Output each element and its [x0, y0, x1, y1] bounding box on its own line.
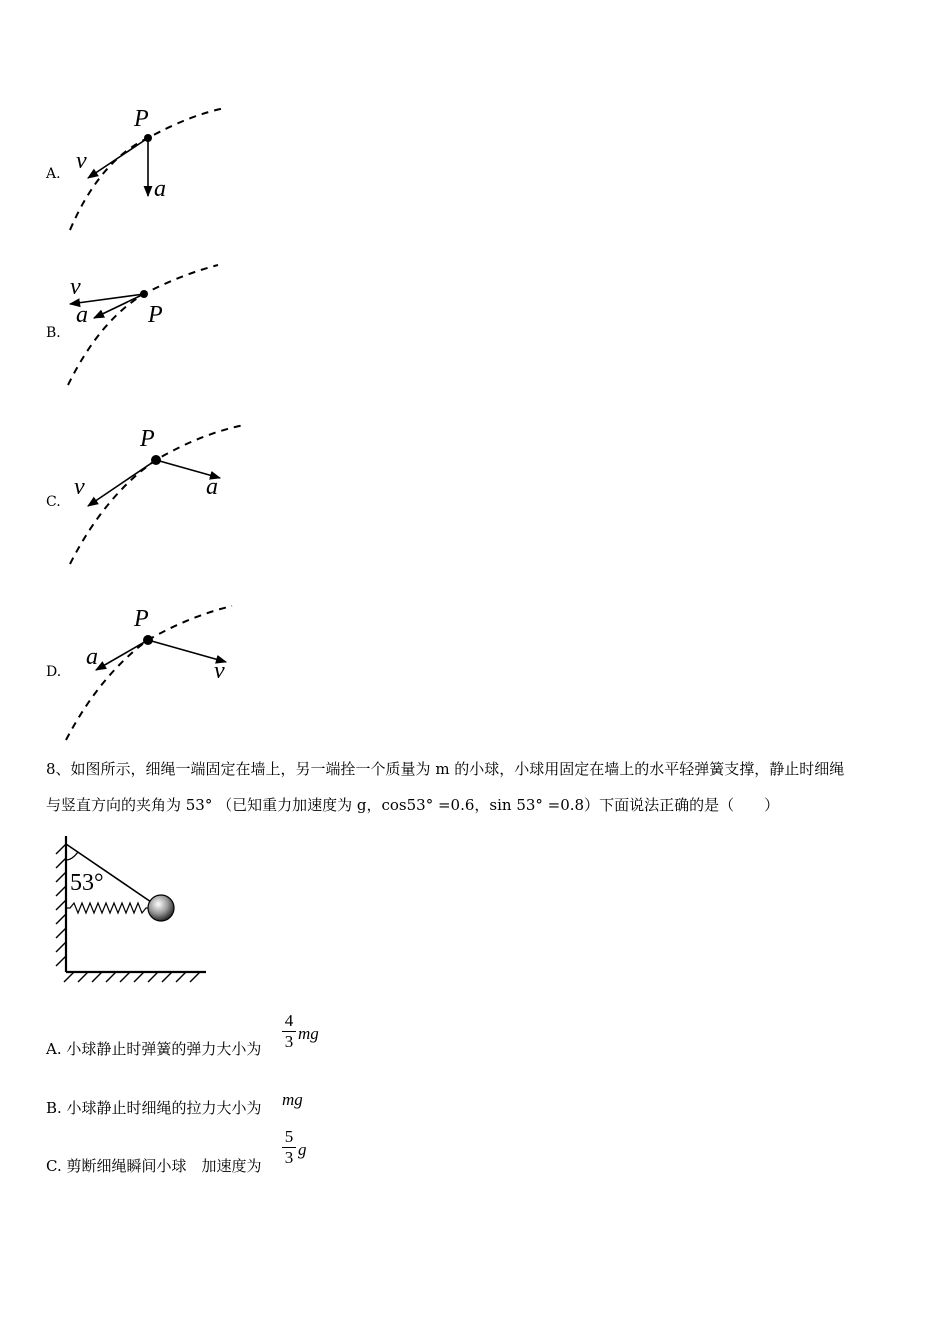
label-a: a	[154, 176, 166, 202]
label-a: a	[86, 644, 98, 670]
spring	[66, 903, 150, 913]
option-a-label: A.	[46, 166, 61, 182]
angle-label: 53°	[70, 870, 104, 896]
angle-arc	[66, 852, 78, 860]
answer-a-fraction	[282, 1012, 296, 1051]
question-8-line2: 与竖直方向的夹角为 53° （已知重力加速度为 g，cos53° =0.6，sin 53° =0.8）下面说法正确的是（ ）	[46, 796, 780, 814]
label-a: a	[206, 474, 218, 500]
floor-hatching	[64, 972, 200, 982]
label-v: v	[70, 274, 81, 300]
label-p: P	[140, 426, 155, 452]
label-p: P	[148, 302, 163, 328]
answer-a-text: A. 小球静止时弹簧的弹力大小为	[46, 1040, 262, 1058]
answer-a-denominator: 3	[284, 1032, 294, 1051]
label-v: v	[76, 148, 87, 174]
label-a: a	[76, 302, 88, 328]
option-b-figure	[60, 260, 260, 390]
label-v: v	[74, 474, 85, 500]
trajectory-curve	[68, 265, 218, 385]
answer-c-text: C. 剪断细绳瞬间小球 加速度为	[46, 1157, 262, 1175]
answer-c-fraction	[282, 1128, 296, 1167]
question-8-line1: 8、如图所示，细绳一端固定在墙上，另一端拴一个质量为 m 的小球，小球用固定在墙上的水平轻弹簧支撑，静止时细绳	[46, 760, 845, 778]
answer-b-text: B. 小球静止时细绳的拉力大小为	[46, 1099, 262, 1117]
option-c-label: C.	[46, 494, 61, 510]
option-d-figure	[60, 600, 260, 745]
wall-hatching	[56, 844, 66, 966]
option-d-label: D.	[46, 664, 62, 680]
label-v: v	[214, 658, 225, 684]
question-8-figure	[50, 830, 220, 990]
ball	[148, 895, 174, 921]
label-p: P	[134, 106, 149, 132]
answer-b-unit: mg	[282, 1090, 303, 1109]
velocity-arrow	[88, 138, 148, 178]
option-c-figure	[60, 420, 260, 570]
trajectory-curve	[66, 606, 232, 740]
answer-a-unit: mg	[298, 1024, 319, 1043]
answer-a-numerator: 4	[284, 1011, 294, 1030]
answer-c-numerator: 5	[284, 1127, 294, 1146]
answer-c-denominator: 3	[284, 1148, 294, 1167]
velocity-arrow	[88, 460, 156, 506]
option-a-figure	[60, 100, 260, 240]
acceleration-arrow	[96, 640, 148, 670]
option-b-label: B.	[46, 325, 61, 341]
answer-c-unit: g	[298, 1140, 307, 1159]
label-p: P	[134, 606, 149, 632]
